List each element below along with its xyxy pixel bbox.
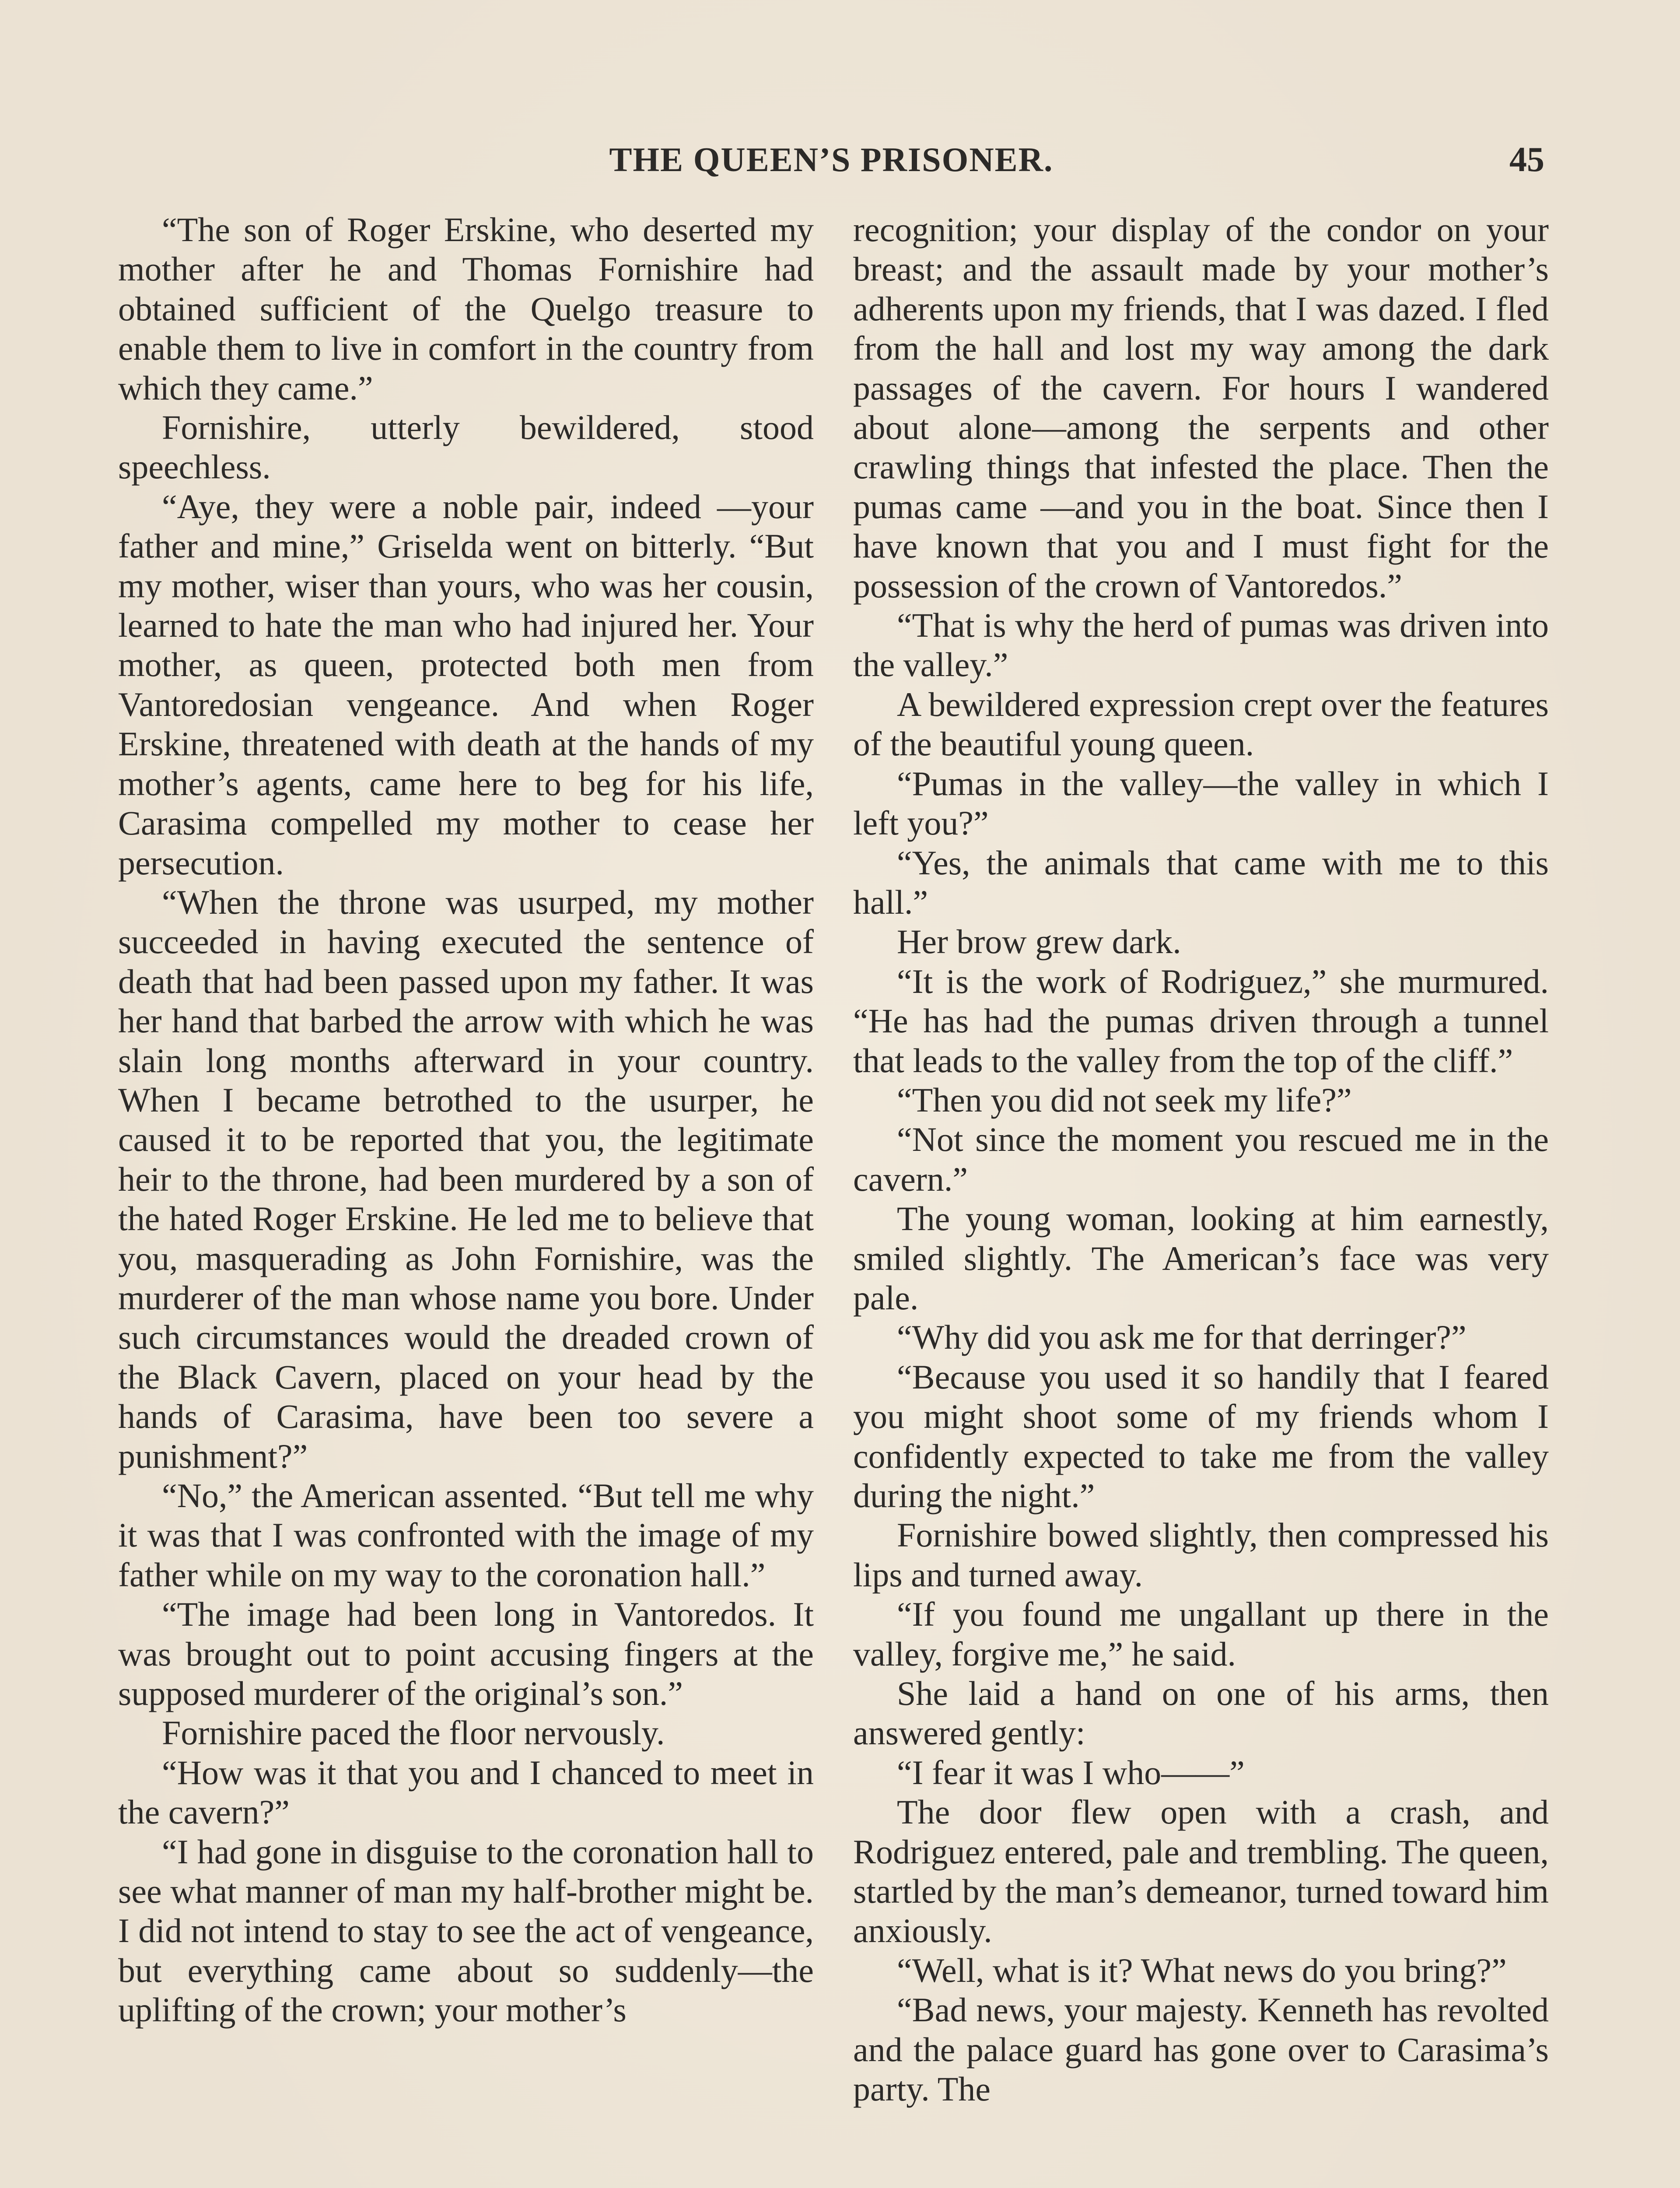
- paragraph: “When the throne was usurped, my mother succeeded in having executed the sentence of death that had been passed upon my father. It was her hand that barbed the arrow with which he was slain long months afterward in your country. When I became betrothed to the usurper, he caused it to be reported that you, the legitimate heir to the throne, had been murdered by a son of the hated Roger Erskine. He led me to believe that you, masquerading as John Fornishire, was the murderer of the man whose name you bore. Under such circumstances would the dreaded crown of the Black Cavern, placed on your head by the hands of Carasima, have been too severe a punishment?”: [118, 883, 814, 1475]
- paragraph: “I had gone in disguise to the coronation hall to see what manner of man my half-brother might be. I did not intend to stay to see the act of vengeance, but everything came about so suddenly—the uplifting of the crown; your mother’s: [118, 1832, 814, 2029]
- paragraph: “Well, what is it? What news do you bring?”: [897, 1951, 1507, 1989]
- paragraph: “I fear it was I who——”: [897, 1753, 1245, 1792]
- paragraph: The young woman, looking at him earnestly, smiled slightly. The American’s face was very pale.: [853, 1199, 1549, 1317]
- paragraph: “Yes, the animals that came with me to this hall.”: [853, 843, 1549, 921]
- paragraph: “Not since the moment you rescued me in the cavern.”: [853, 1120, 1549, 1198]
- page-number: 45: [1509, 140, 1544, 179]
- paragraph: A bewildered expression crept over the features of the beautiful young queen.: [853, 685, 1549, 763]
- paragraph: The door flew open with a crash, and Rodriguez entered, pale and trembling. The queen, startled by the man’s demeanor, turned toward him anxiously.: [853, 1793, 1549, 1950]
- paragraph: Her brow grew dark.: [897, 922, 1181, 961]
- paragraph: She laid a hand on one of his arms, then answered gently:: [853, 1674, 1549, 1752]
- left-column: [118, 210, 814, 2030]
- running-title: THE QUEEN’S PRISONER.: [609, 140, 1054, 179]
- paragraph: “The image had been long in Vantoredos. It was brought out to point accusing fingers at the supposed murderer of the original’s son.”: [118, 1595, 814, 1713]
- right-column: [853, 210, 1549, 2109]
- paragraph: “No,” the American assented. “But tell me why it was that I was confronted with the image of my father while on my way to the coronation hall.”: [118, 1476, 814, 1594]
- paragraph: “Pumas in the valley—the valley in which I left you?”: [853, 764, 1549, 842]
- page-header: [118, 131, 1544, 188]
- paragraph: “Because you used it so handily that I feared you might shoot some of my friends whom I confidently expected to take me from the valley during the night.”: [853, 1357, 1549, 1515]
- paragraph: Fornishire bowed slightly, then compressed his lips and turned away.: [853, 1516, 1549, 1594]
- paragraph: “If you found me ungallant up there in the valley, forgive me,” he said.: [853, 1595, 1549, 1673]
- paragraph: Fornishire paced the floor nervously.: [162, 1714, 665, 1752]
- paragraph: Fornishire, utterly bewildered, stood speechless.: [118, 408, 814, 486]
- paragraph: “Then you did not seek my life?”: [897, 1080, 1352, 1119]
- paragraph: “Bad news, your majesty. Kenneth has revolted and the palace guard has gone over to Carasima’s party. The: [853, 1991, 1549, 2108]
- paragraph: “It is the work of Rodriguez,” she murmured. “He has had the pumas driven through a tunnel that leads to the valley from the top of the cliff.”: [853, 962, 1549, 1080]
- paragraph: “That is why the herd of pumas was driven into the valley.”: [853, 606, 1549, 684]
- paragraph-continued: recognition; your display of the condor on your breast; and the assault made by your mother’s adherents upon my friends, that I was dazed. I fled from the hall and lost my way among the dark passages of the cavern. For hours I wandered about alone—among the serpents and other crawling things that infested the place. Then the pumas came —and you in the boat. Since then I have known that you and I must fight for the possession of the crown of Vantoredos.”: [853, 210, 1549, 605]
- paragraph: “Why did you ask me for that derringer?”: [897, 1318, 1466, 1357]
- paragraph: “How was it that you and I chanced to meet in the cavern?”: [118, 1753, 814, 1831]
- paragraph: “Aye, they were a noble pair, indeed —your father and mine,” Griselda went on bitterly. “But my mother, wiser than yours, who was her cousin, learned to hate the man who had injured her. Your mother, as queen, protected both men from Vantoredosian vengeance. And when Roger Erskine, threatened with death at the hands of my mother’s agents, came here to beg for his life, Carasima compelled my mother to cease her persecution.: [118, 487, 814, 882]
- paragraph: “The son of Roger Erskine, who deserted my mother after he and Thomas Fornishire had obtained sufficient of the Quelgo treasure to enable them to live in comfort in the country from which they came.”: [118, 210, 814, 407]
